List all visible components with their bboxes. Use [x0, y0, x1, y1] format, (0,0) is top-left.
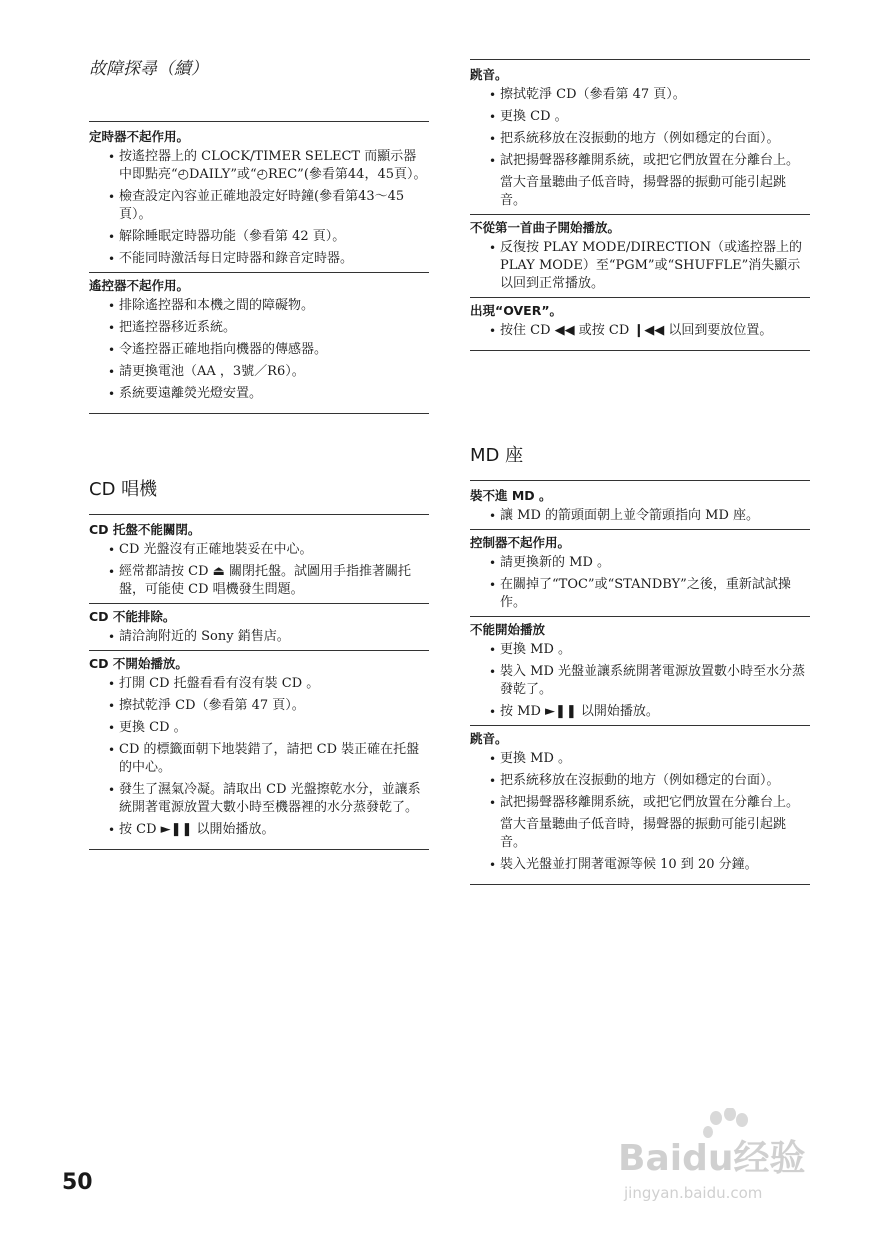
list-item: • 更換 CD 。 [89, 719, 429, 737]
list-item: • 打開 CD 托盤看看有沒有裝 CD 。 [89, 675, 429, 693]
left-block-cd [89, 514, 429, 850]
divider [470, 297, 810, 298]
problem-heading: 控制器不起作用。 [470, 535, 571, 550]
solution-list [470, 507, 810, 525]
list-item: • 系統要遠離熒光燈安置。 [89, 385, 429, 403]
divider [470, 214, 810, 215]
list-item: • CD 的標籤面朝下地裝錯了，請把 CD 裝正確在托盤的中心。 [89, 741, 429, 777]
solution-list [470, 322, 810, 340]
section-heading-md: MD 座 [470, 445, 524, 466]
note-text: 當大音量聽曲子低音時，揚聲器的振動可能引起跳音。 [500, 175, 787, 208]
divider [470, 616, 810, 617]
solution-list [470, 641, 810, 721]
page-number: 50 [62, 1170, 93, 1195]
paw-print-icon [703, 1108, 748, 1138]
solution-list [470, 86, 810, 170]
list-item: • 按 CD ►❚❚ 以開始播放。 [89, 821, 429, 839]
solution-list [89, 675, 429, 839]
divider [89, 603, 429, 604]
list-item: • 經常都請按 CD ⏏ 關閉托盤。試圖用手指推著關托盤，可能使 CD 唱機發生問題。 [89, 563, 429, 599]
baidu-watermark-logo [618, 1108, 828, 1208]
list-item: • 裝入光盤並打開著電源等候 10 到 20 分鐘。 [470, 856, 810, 874]
list-item: • 把系統移放在沒振動的地方（例如穩定的台面）。 [470, 130, 810, 148]
solution-list [470, 554, 810, 612]
list-item: • CD 光盤沒有正確地裝妥在中心。 [89, 541, 429, 559]
list-item: • 按遙控器上的 CLOCK/TIMER SELECT 而顯示器中即點亮“◴DAILY”或“◴REC”(參看第44，45頁）。 [89, 148, 429, 184]
list-item: • 裝入 MD 光盤並讓系統開著電源放置數小時至水分蒸發乾了。 [470, 663, 810, 699]
list-item: • 更換 MD 。 [470, 750, 810, 768]
list-item: • 把遙控器移近系統。 [89, 319, 429, 337]
list-item: • 發生了濕氣冷凝。請取出 CD 光盤擦乾水分，並讓系統開著電源放置大數小時至機器裡的水分蒸發乾了。 [89, 781, 429, 817]
list-item: • 擦拭乾淨 CD（參看第 47 頁）。 [89, 697, 429, 715]
watermark-url: jingyan.baidu.com [624, 1184, 763, 1202]
list-item: • 請更換新的 MD 。 [470, 554, 810, 572]
problem-heading: 裝不進 MD 。 [470, 488, 552, 503]
section-heading-cd: CD 唱機 [89, 479, 158, 500]
list-item: • 更換 CD 。 [470, 108, 810, 126]
divider [89, 650, 429, 651]
list-item: • 排除遙控器和本機之間的障礙物。 [89, 297, 429, 315]
right-block-cd-continued [470, 59, 810, 351]
list-item: • 令遙控器正確地指向機器的傳感器。 [89, 341, 429, 359]
problem-heading: CD 不能排除。 [89, 609, 176, 624]
list-item: • 請洽詢附近的 Sony 銷售店。 [89, 628, 429, 646]
problem-heading: 不能開始播放 [470, 622, 546, 637]
solution-list [89, 148, 429, 268]
solution-list [470, 750, 810, 812]
list-item: • 請更換電池（AA ，3號／R6）。 [89, 363, 429, 381]
list-item: • 試把揚聲器移離開系統，或把它們放置在分離台上。 [470, 152, 810, 170]
list-item: • 反復按 PLAY MODE/DIRECTION（或遙控器上的 PLAY MODE）至“PGM”或“SHUFFLE”消失顯示以回到正常播放。 [470, 239, 810, 293]
divider [89, 272, 429, 273]
problem-heading: CD 托盤不能關閉。 [89, 522, 201, 537]
list-item: • 檢查設定內容並正確地設定好時鐘(參看第43～45頁）。 [89, 188, 429, 224]
list-item: • 擦拭乾淨 CD（參看第 47 頁）。 [470, 86, 810, 104]
solution-list [89, 297, 429, 403]
problem-heading: 出現“OVER”。 [470, 303, 563, 318]
list-item: • 把系統移放在沒振動的地方（例如穩定的台面）。 [470, 772, 810, 790]
divider [470, 725, 810, 726]
page-title: 故障探尋（續） [89, 59, 208, 79]
solution-list [470, 239, 810, 293]
problem-heading: 跳音。 [470, 67, 508, 82]
solution-list [89, 541, 429, 599]
list-item: • 讓 MD 的箭頭面朝上並令箭頭指向 MD 座。 [470, 507, 810, 525]
problem-heading: 跳音。 [470, 731, 508, 746]
list-item: • 更換 MD 。 [470, 641, 810, 659]
divider [470, 529, 810, 530]
left-block-timer-remote [89, 121, 429, 414]
list-item: • 試把揚聲器移離開系統，或把它們放置在分離台上。 [470, 794, 810, 812]
list-item: • 在關掉了“TOC”或“STANDBY”之後，重新試試操作。 [470, 576, 810, 612]
list-item: • 按 MD ►❚❚ 以開始播放。 [470, 703, 810, 721]
list-item: • 解除睡眠定時器功能（參看第 42 頁）。 [89, 228, 429, 246]
note-text: 當大音量聽曲子低音時，揚聲器的振動可能引起跳音。 [500, 817, 787, 850]
list-item: • 按住 CD ◀◀ 或按 CD ❙◀◀ 以回到要放位置。 [470, 322, 810, 340]
watermark-brand: Baidu经验 [618, 1138, 806, 1179]
problem-heading: 不從第一首曲子開始播放。 [470, 220, 621, 235]
solution-list [470, 856, 810, 874]
problem-heading: CD 不開始播放。 [89, 656, 188, 671]
solution-list [89, 628, 429, 646]
problem-heading: 定時器不起作用。 [89, 129, 190, 144]
right-block-md [470, 480, 810, 885]
problem-heading: 遙控器不起作用。 [89, 278, 190, 293]
list-item: • 不能同時激活每日定時器和錄音定時器。 [89, 250, 429, 268]
